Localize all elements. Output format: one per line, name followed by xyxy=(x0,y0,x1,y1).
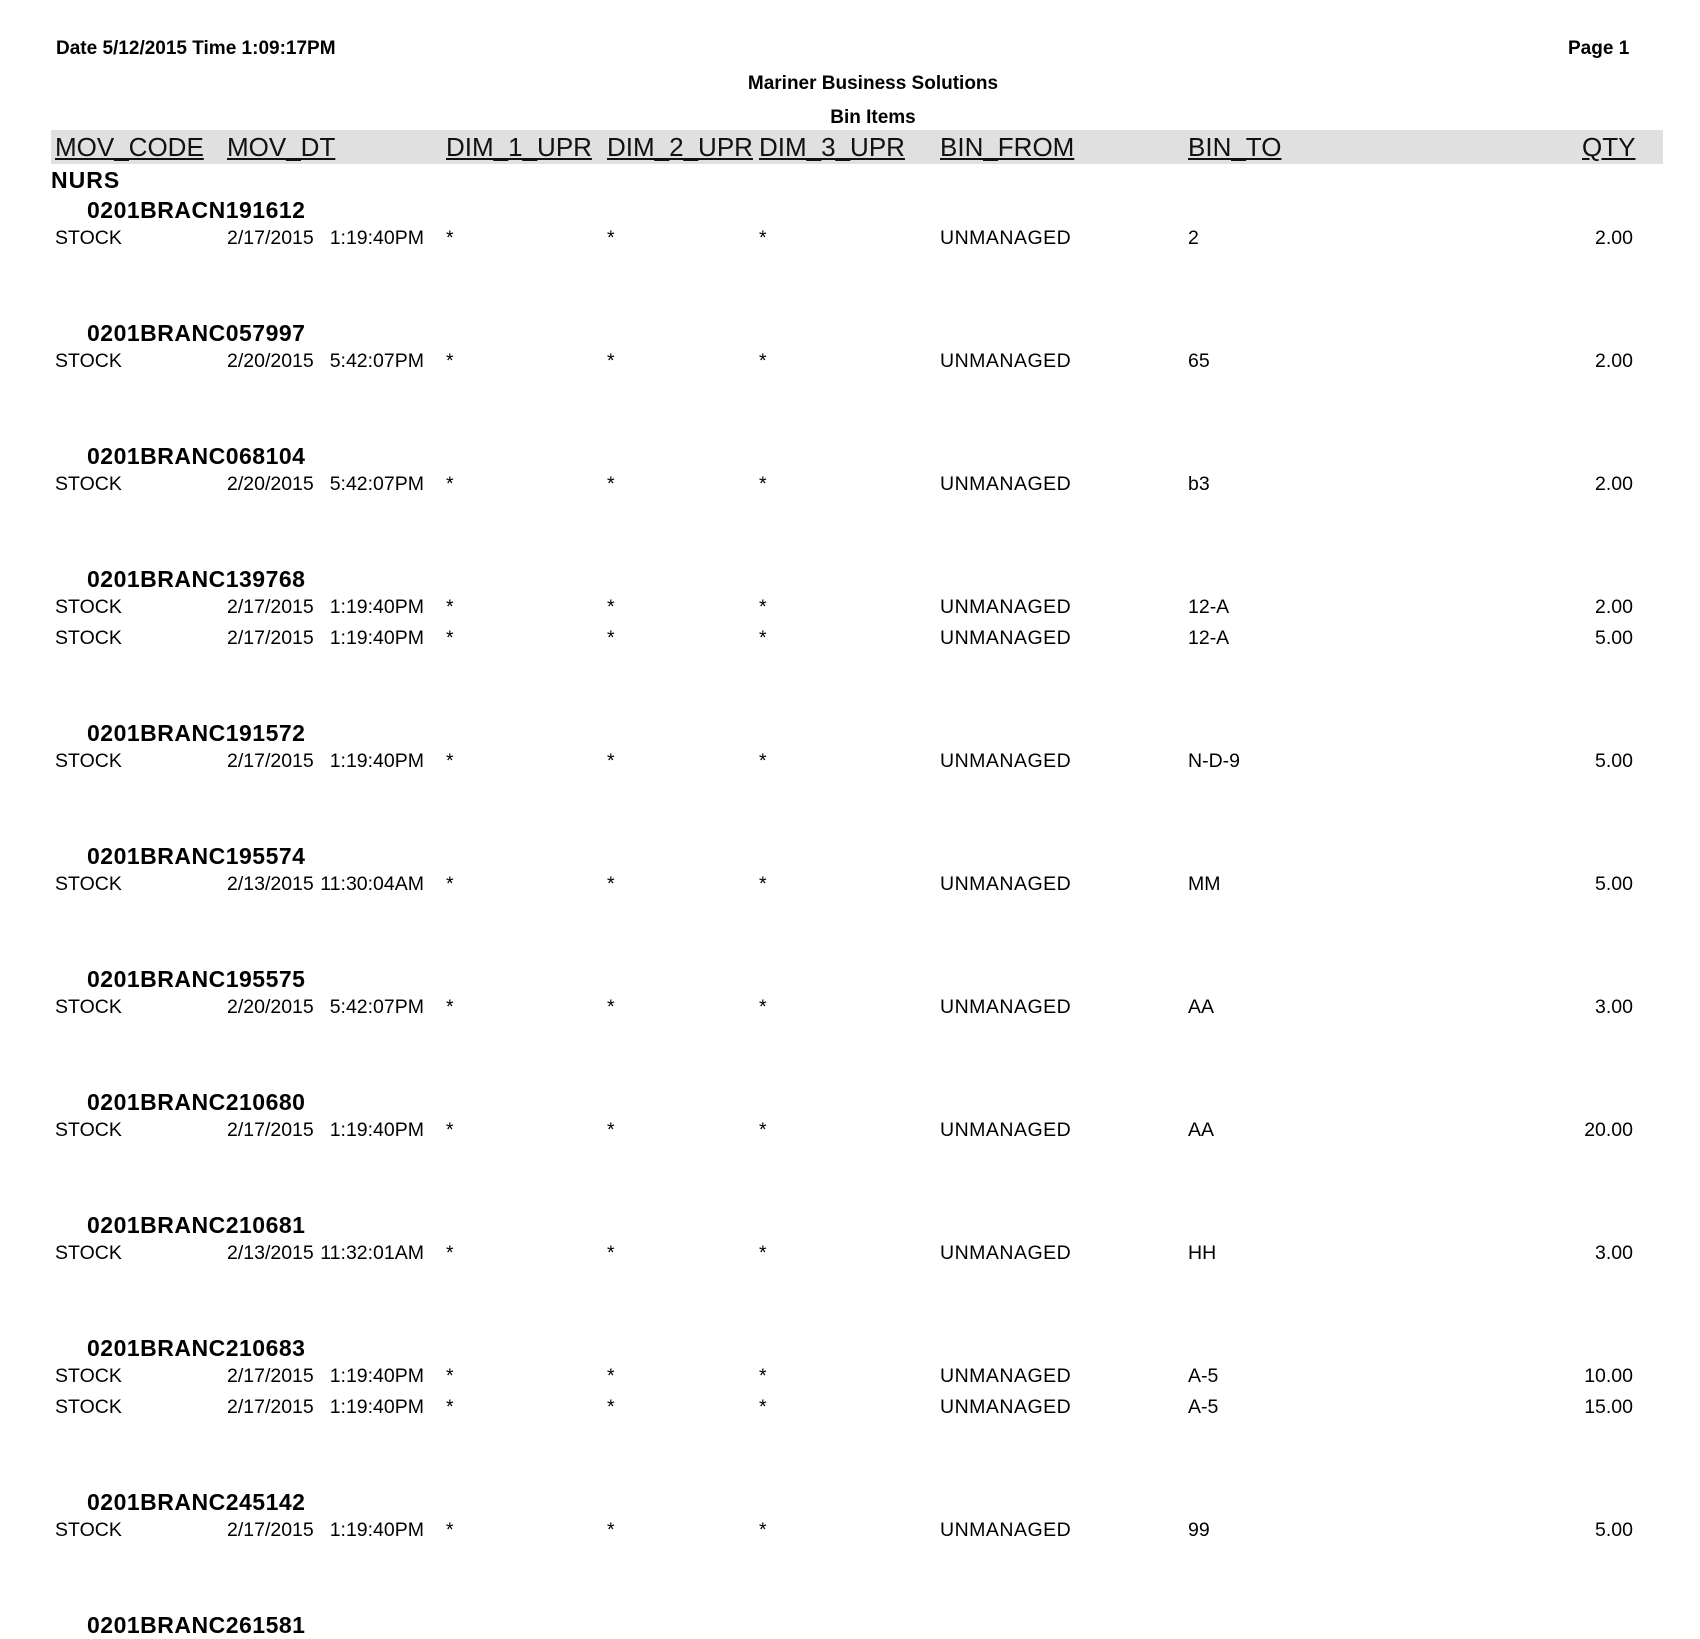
row-bin-to: MM xyxy=(1188,873,1221,895)
item-code: 0201BRACN191612 xyxy=(87,197,306,223)
item-code: 0201BRANC057997 xyxy=(87,320,306,346)
row-mov-date: 2/13/2015 xyxy=(227,873,314,895)
row-qty: 2.00 xyxy=(1595,596,1633,618)
row-bin-from: UNMANAGED xyxy=(940,627,1072,649)
row-dim2: * xyxy=(607,750,615,772)
row-mov-date: 2/17/2015 xyxy=(227,1365,314,1387)
row-dim3: * xyxy=(759,350,767,372)
row-mov-date: 2/20/2015 xyxy=(227,350,314,372)
row-mov-time: 1:19:40PM xyxy=(329,227,424,249)
row-dim3: * xyxy=(759,473,767,495)
item-code: 0201BRANC210681 xyxy=(87,1212,306,1238)
row-dim2: * xyxy=(607,996,615,1018)
row-dim2: * xyxy=(607,873,615,895)
row-dim1: * xyxy=(446,996,454,1018)
row-qty: 10.00 xyxy=(1584,1365,1633,1387)
row-bin-to: AA xyxy=(1188,996,1215,1018)
row-mov-date: 2/17/2015 xyxy=(227,750,314,772)
company-name: Mariner Business Solutions xyxy=(747,73,999,94)
row-bin-to: 65 xyxy=(1188,350,1210,372)
row-bin-from: UNMANAGED xyxy=(940,1365,1072,1387)
row-bin-to: A-5 xyxy=(1188,1396,1219,1418)
row-qty: 5.00 xyxy=(1595,627,1633,649)
row-dim2: * xyxy=(607,1396,615,1418)
row-bin-to: A-5 xyxy=(1188,1365,1219,1387)
row-mov-time: 1:19:40PM xyxy=(329,1396,424,1418)
row-mov-time: 11:32:01AM xyxy=(320,1242,424,1264)
row-dim3: * xyxy=(759,1365,767,1387)
row-mov-time: 5:42:07PM xyxy=(329,996,424,1018)
row-qty: 3.00 xyxy=(1595,996,1633,1018)
item-code: 0201BRANC210680 xyxy=(87,1089,306,1115)
row-mov-time: 11:30:04AM xyxy=(320,873,424,895)
row-mov-code: STOCK xyxy=(55,1365,122,1387)
row-bin-to: N-D-9 xyxy=(1188,750,1240,772)
row-dim3: * xyxy=(759,1519,767,1541)
row-mov-date: 2/17/2015 xyxy=(227,227,314,249)
row-dim2: * xyxy=(607,1242,615,1264)
row-mov-time: 5:42:07PM xyxy=(329,473,424,495)
row-dim2: * xyxy=(607,1365,615,1387)
row-dim2: * xyxy=(607,1119,615,1141)
row-mov-code: STOCK xyxy=(55,750,122,772)
row-mov-code: STOCK xyxy=(55,1396,122,1418)
row-dim1: * xyxy=(446,227,454,249)
group-label: NURS xyxy=(51,167,121,193)
row-dim3: * xyxy=(759,996,767,1018)
row-mov-date: 2/17/2015 xyxy=(227,1119,314,1141)
row-mov-code: STOCK xyxy=(55,1519,122,1541)
row-dim1: * xyxy=(446,627,454,649)
row-mov-time: 1:19:40PM xyxy=(329,1119,424,1141)
row-bin-from: UNMANAGED xyxy=(940,596,1072,618)
column-bin-from: BIN_FROM xyxy=(940,132,1075,162)
row-bin-to: 99 xyxy=(1188,1519,1210,1541)
row-mov-time: 1:19:40PM xyxy=(329,627,424,649)
row-mov-code: STOCK xyxy=(55,873,122,895)
row-bin-from: UNMANAGED xyxy=(940,350,1072,372)
column-mov-code: MOV_CODE xyxy=(55,132,204,162)
row-qty: 3.00 xyxy=(1595,1242,1633,1264)
row-mov-code: STOCK xyxy=(55,627,122,649)
report-title: Bin Items xyxy=(830,107,916,128)
row-qty: 5.00 xyxy=(1595,1519,1633,1541)
row-bin-to: 12-A xyxy=(1188,596,1230,618)
row-mov-date: 2/17/2015 xyxy=(227,1396,314,1418)
row-mov-time: 1:19:40PM xyxy=(329,596,424,618)
row-dim3: * xyxy=(759,1396,767,1418)
row-dim3: * xyxy=(759,627,767,649)
row-bin-from: UNMANAGED xyxy=(940,473,1072,495)
row-bin-to: 12-A xyxy=(1188,627,1230,649)
row-qty: 5.00 xyxy=(1595,873,1633,895)
item-code: 0201BRANC261581 xyxy=(87,1612,306,1638)
row-dim2: * xyxy=(607,473,615,495)
row-dim1: * xyxy=(446,473,454,495)
row-qty: 20.00 xyxy=(1584,1119,1633,1141)
row-mov-date: 2/13/2015 xyxy=(227,1242,314,1264)
row-dim1: * xyxy=(446,1119,454,1141)
item-code: 0201BRANC195574 xyxy=(87,843,306,869)
row-mov-date: 2/20/2015 xyxy=(227,473,314,495)
row-mov-code: STOCK xyxy=(55,473,122,495)
row-mov-time: 1:19:40PM xyxy=(329,1519,424,1541)
column-dim2-upr: DIM_2_UPR xyxy=(607,132,753,162)
row-dim2: * xyxy=(607,627,615,649)
row-mov-code: STOCK xyxy=(55,596,122,618)
row-bin-to: HH xyxy=(1188,1242,1217,1264)
row-mov-code: STOCK xyxy=(55,996,122,1018)
row-mov-code: STOCK xyxy=(55,1119,122,1141)
row-mov-code: STOCK xyxy=(55,1242,122,1264)
row-bin-from: UNMANAGED xyxy=(940,873,1072,895)
row-mov-time: 1:19:40PM xyxy=(329,1365,424,1387)
row-mov-time: 5:42:07PM xyxy=(329,350,424,372)
row-dim1: * xyxy=(446,1242,454,1264)
row-bin-from: UNMANAGED xyxy=(940,1119,1072,1141)
row-mov-date: 2/20/2015 xyxy=(227,996,314,1018)
row-dim3: * xyxy=(759,873,767,895)
row-bin-from: UNMANAGED xyxy=(940,1396,1072,1418)
column-bin-to: BIN_TO xyxy=(1188,132,1282,162)
row-dim1: * xyxy=(446,350,454,372)
row-qty: 5.00 xyxy=(1595,750,1633,772)
row-dim2: * xyxy=(607,227,615,249)
row-qty: 15.00 xyxy=(1584,1396,1633,1418)
column-dim3-upr: DIM_3_UPR xyxy=(759,132,905,162)
row-dim2: * xyxy=(607,350,615,372)
row-bin-from: UNMANAGED xyxy=(940,227,1072,249)
row-dim1: * xyxy=(446,1519,454,1541)
page-number: Page 1 xyxy=(1568,38,1630,59)
row-dim1: * xyxy=(446,873,454,895)
column-dim1-upr: DIM_1_UPR xyxy=(446,132,592,162)
row-dim2: * xyxy=(607,596,615,618)
row-bin-to: 2 xyxy=(1188,227,1199,249)
row-mov-date: 2/17/2015 xyxy=(227,596,314,618)
row-bin-from: UNMANAGED xyxy=(940,996,1072,1018)
item-code: 0201BRANC210683 xyxy=(87,1335,306,1361)
row-mov-code: STOCK xyxy=(55,350,122,372)
row-dim1: * xyxy=(446,1365,454,1387)
row-bin-to: b3 xyxy=(1188,473,1210,495)
row-dim3: * xyxy=(759,1242,767,1264)
item-code: 0201BRANC139768 xyxy=(87,566,306,592)
row-qty: 2.00 xyxy=(1595,227,1633,249)
item-code: 0201BRANC245142 xyxy=(87,1489,306,1515)
row-dim1: * xyxy=(446,750,454,772)
row-dim3: * xyxy=(759,1119,767,1141)
row-mov-date: 2/17/2015 xyxy=(227,627,314,649)
row-dim1: * xyxy=(446,596,454,618)
row-bin-from: UNMANAGED xyxy=(940,1242,1072,1264)
item-code: 0201BRANC191572 xyxy=(87,720,306,746)
row-dim2: * xyxy=(607,1519,615,1541)
row-mov-date: 2/17/2015 xyxy=(227,1519,314,1541)
report-date-time: Date 5/12/2015 Time 1:09:17PM xyxy=(56,38,336,59)
column-mov-dt: MOV_DT xyxy=(227,132,336,162)
row-bin-from: UNMANAGED xyxy=(940,750,1072,772)
row-dim3: * xyxy=(759,596,767,618)
row-mov-time: 1:19:40PM xyxy=(329,750,424,772)
row-dim3: * xyxy=(759,750,767,772)
row-dim1: * xyxy=(446,1396,454,1418)
row-qty: 2.00 xyxy=(1595,473,1633,495)
item-code: 0201BRANC068104 xyxy=(87,443,306,469)
row-dim3: * xyxy=(759,227,767,249)
row-qty: 2.00 xyxy=(1595,350,1633,372)
row-bin-to: AA xyxy=(1188,1119,1215,1141)
row-mov-code: STOCK xyxy=(55,227,122,249)
column-qty: QTY xyxy=(1582,132,1636,162)
row-bin-from: UNMANAGED xyxy=(940,1519,1072,1541)
item-code: 0201BRANC195575 xyxy=(87,966,306,992)
